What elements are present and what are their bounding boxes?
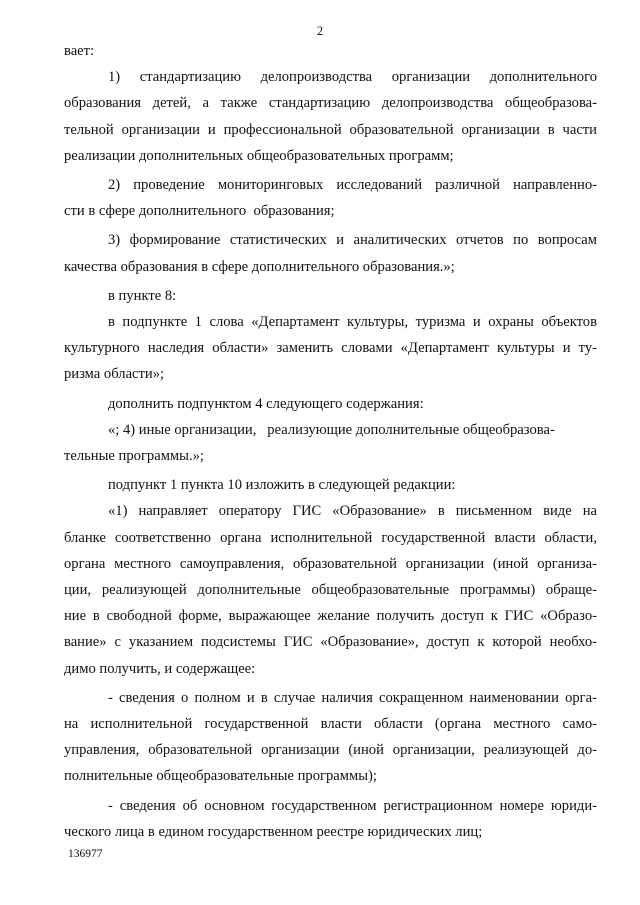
text-line: ние в свободной форме, выражающее желание получить доступ к ГИС «Образо- (64, 608, 597, 625)
text-line: 2) проведение мониторинговых исследований различной направленно- (108, 177, 597, 194)
text-line: управления, образовательной организации (иной организации, реализующей до- (64, 742, 597, 759)
text-line: полнительные общеобразовательные программы); (64, 768, 377, 785)
text-line: 1) стандартизацию делопроизводства организации дополнительного (108, 69, 597, 86)
text-line: дополнить подпунктом 4 следующего содержания: (108, 395, 424, 412)
text-line: вание» с указанием подсистемы ГИС «Образование», доступ к которой необхо- (64, 634, 597, 651)
text-line: реализации дополнительных общеобразовательных программ; (64, 147, 454, 164)
text-line: сти в сфере дополнительного образования; (64, 203, 335, 220)
text-line: «1) направляет оператору ГИС «Образование» в письменном виде на (108, 503, 597, 520)
text-line: образования детей, а также стандартизацию делопроизводства общеобразова- (64, 95, 597, 112)
text-line: ризма области»; (64, 366, 165, 383)
footer-document-code: 136977 (68, 848, 103, 860)
text-line: - сведения о полном и в случае наличия сокращенном наименовании орга- (108, 689, 597, 706)
text-line: бланке соответственно органа исполнительной государственной власти области, (64, 529, 597, 546)
text-line: «; 4) иные организации, реализующие дополнительные общеобразова- (108, 421, 555, 438)
text-line: 3) формирование статистических и аналитических отчетов по вопросам (108, 232, 597, 249)
text-line: в пункте 8: (108, 287, 177, 304)
text-line: органа местного самоуправления, образовательной организации (иной организа- (64, 555, 597, 572)
text-line: качества образования в сфере дополнительного образования.»; (64, 258, 455, 275)
text-line: в подпункте 1 слова «Департамент культуры, туризма и охраны объектов (108, 314, 597, 331)
text-line: димо получить, и содержащее: (64, 660, 256, 677)
text-line: культурного наследия области» заменить словами «Департамент культуры и ту- (64, 340, 597, 357)
text-line: ции, реализующей дополнительные общеобразовательные программы) обраще- (64, 582, 597, 599)
document-body (64, 38, 597, 845)
text-line: ческого лица в едином государственном реестре юридических лиц; (64, 823, 483, 840)
text-line: - сведения об основном государственном регистрационном номере юриди- (108, 797, 597, 814)
text-line: вает: (64, 43, 95, 59)
text-line: на исполнительной государственной власти области (органа местного само- (64, 716, 597, 733)
text-line: тельные программы.»; (64, 448, 204, 465)
text-line: подпункт 1 пункта 10 изложить в следующей редакции: (108, 477, 456, 494)
text-line: тельной организации и профессиональной образовательной организации в части (64, 121, 597, 138)
page-number: 2 (316, 24, 324, 38)
